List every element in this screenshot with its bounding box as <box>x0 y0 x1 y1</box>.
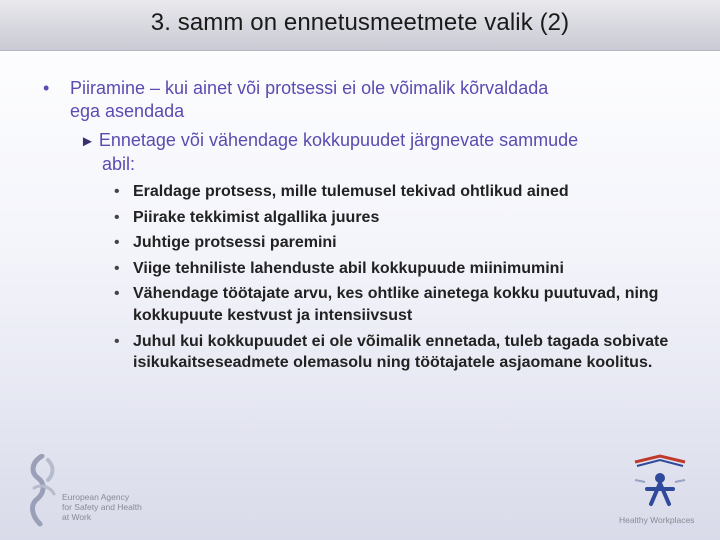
steps-list <box>112 181 672 378</box>
agency-line2: for Safety and Health <box>62 502 142 512</box>
main-bullet-line1: Piiramine – kui ainet või protsessi ei ole võimalik kõrvaldada <box>70 78 549 98</box>
list-item <box>112 207 672 229</box>
main-bullet-line2: ega asendada <box>70 101 185 121</box>
step-text: Viige tehniliste lahenduste abil kokkupuude miinimumini <box>133 259 564 277</box>
step-text: Vähendage töötajate arvu, kes ohtlike ainetega kokku puutuvad, ning kokkupuute kestvust ja intensiivsust <box>133 285 659 324</box>
list-item <box>112 232 672 254</box>
bullet-icon: • <box>114 332 120 350</box>
sub-bullet-line2: abil: <box>102 154 136 174</box>
bullet-icon: • <box>43 78 50 98</box>
eu-osha-emblem-icon <box>24 454 64 528</box>
step-text: Eraldage protsess, mille tulemusel tekivad ohtlikud ained <box>133 183 569 200</box>
step-text: Piirake tekkimist algallika juures <box>133 208 380 226</box>
bullet-icon: • <box>114 183 120 200</box>
arrow-icon: ► <box>80 133 95 150</box>
sub-bullet-line1: Ennetage või vähendage kokkupuudet järgnevate sammude <box>98 130 579 150</box>
list-item <box>112 331 672 374</box>
eu-osha-logo <box>24 454 164 528</box>
slide-title: 3. samm on ennetusmeetmete valik (2) <box>150 9 570 36</box>
main-bullet-text <box>70 77 685 123</box>
agency-line3: at Work <box>62 512 92 522</box>
bullet-icon: • <box>114 259 120 277</box>
list-item <box>112 258 672 280</box>
step-text: Juhul kui kokkupuudet ei ole võimalik ennetada, tuleb tagada sobivate isikukaitseseadmete olemasolu ning töötajatele asjaomane koolitus. <box>133 332 669 372</box>
list-item <box>112 181 672 203</box>
healthy-workplaces-text: Healthy Workplaces <box>619 515 695 525</box>
main-bullet <box>45 77 685 123</box>
list-item <box>112 283 672 326</box>
bullet-icon: • <box>114 234 120 252</box>
bullet-icon: • <box>114 285 120 303</box>
bullet-icon: • <box>114 208 120 226</box>
healthy-workplaces-emblem-icon <box>615 452 705 514</box>
step-text: Juhtige protsessi paremini <box>133 234 337 252</box>
agency-line1: European Agency <box>62 492 130 502</box>
sub-bullet <box>80 129 680 176</box>
healthy-workplaces-logo <box>615 452 705 532</box>
